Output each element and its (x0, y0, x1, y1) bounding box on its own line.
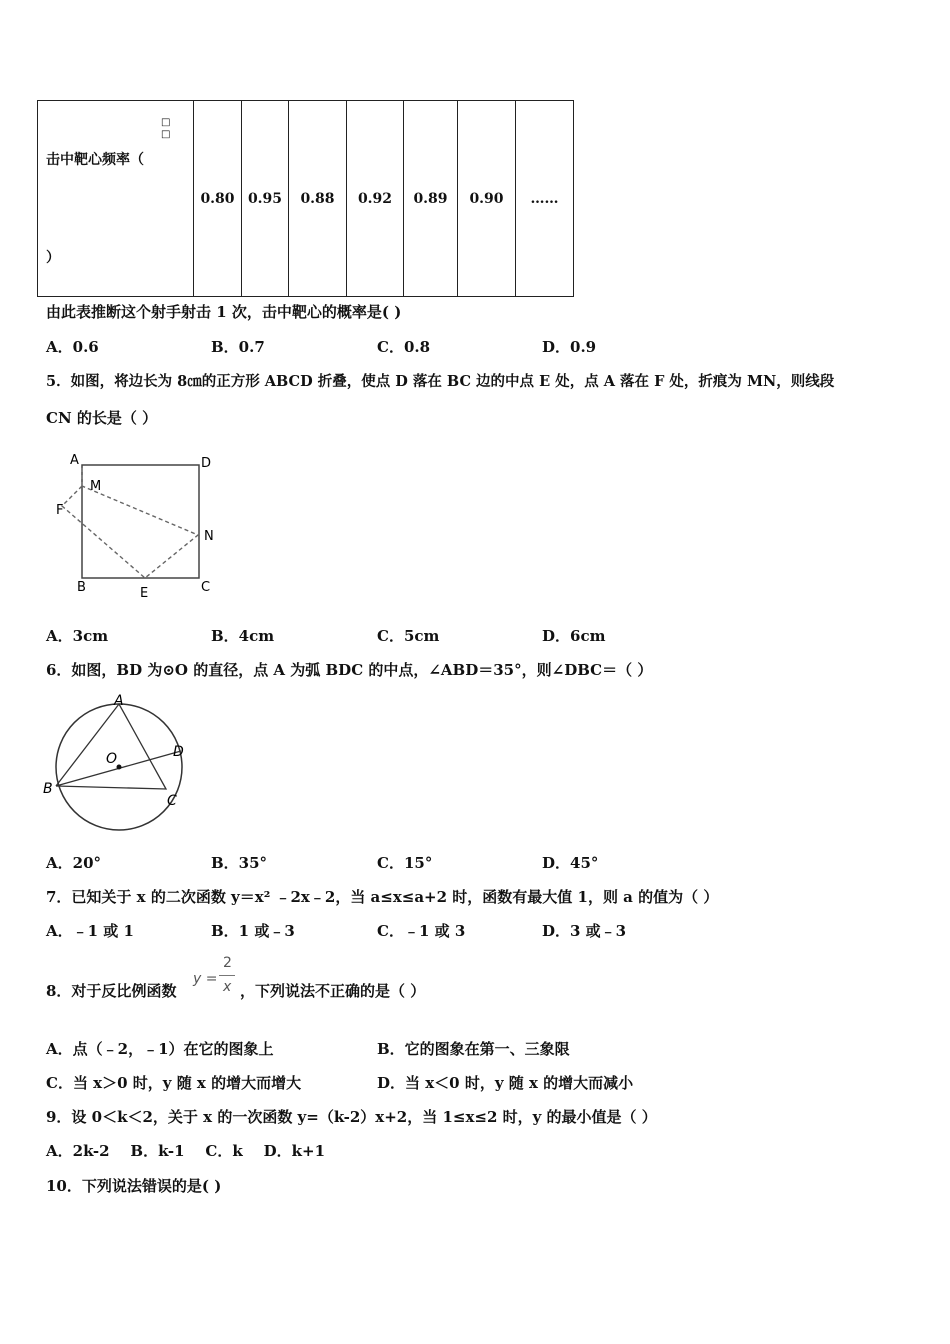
q4-option-c: C．0.8 (377, 338, 431, 356)
q6-stem: 6．如图，BD 为⊙O 的直径，点 A 为弧 BDC 的中点，∠ABD＝35°，则∠DBC＝（ ） (46, 661, 653, 679)
table-cell: …… (516, 101, 574, 297)
q4-stem: 由此表推断这个射手射击 1 次，击中靶心的概率是( ) (46, 303, 402, 321)
fraction-bar (219, 975, 235, 976)
q6-option-c: C．15° (377, 854, 433, 872)
label-a: A (70, 453, 79, 468)
formula-denominator: x (223, 979, 232, 995)
frequency-table (37, 100, 574, 297)
label-c: C (201, 580, 211, 595)
row-label-close: ） (46, 250, 60, 266)
table-cell: 0.88 (289, 101, 347, 297)
q7-option-c: C．﹣1 或 3 (377, 922, 466, 940)
q5-option-c: C．5cm (377, 627, 440, 645)
q8-option-d: D．当 x＜0 时，y 随 x 的增大而减小 (377, 1074, 634, 1092)
table-cell: 0.92 (347, 101, 404, 297)
center-point (117, 765, 122, 770)
q9-options: A．2k-2 B．k-1 C．k D．k+1 (46, 1142, 326, 1160)
table-row-label-cell (38, 101, 194, 297)
label-o: O (106, 751, 118, 767)
q6-option-a: A．20° (46, 854, 102, 872)
label-a: A (114, 693, 124, 709)
table-cell: 0.95 (242, 101, 289, 297)
q5-stem-line1: 5．如图，将边长为 8㎝的正方形 ABCD 折叠，使点 D 落在 BC 边的中点 E 处，点 A 落在 F 处，折痕为 MN，则线段 (46, 373, 835, 390)
q7-option-d: D．3 或﹣3 (542, 922, 627, 940)
q10-stem: 10．下列说法错误的是( ) (46, 1177, 222, 1195)
q5-option-b: B．4cm (211, 627, 275, 645)
q8-option-c: C．当 x＞0 时，y 随 x 的增大而增大 (46, 1074, 302, 1092)
q7-stem: 7．已知关于 x 的二次函数 y＝x² ﹣2x﹣2，当 a≤x≤a+2 时，函数有最大值 1，则 a 的值为（ ） (46, 888, 719, 906)
label-e: E (140, 586, 149, 601)
triangle-abc (56, 704, 166, 789)
table-cell: 0.89 (404, 101, 458, 297)
q7-option-b: B．1 或﹣3 (211, 922, 295, 940)
q6-option-b: B．35° (211, 854, 268, 872)
table-cell: 0.80 (194, 101, 242, 297)
fraction-bottom: □ (161, 129, 171, 140)
q9-stem: 9．设 0＜k＜2，关于 x 的一次函数 y=（k-2）x+2，当 1≤x≤2 时，y 的最小值是（ ） (46, 1108, 657, 1126)
label-n: N (204, 529, 214, 544)
formula-numerator: 2 (223, 955, 232, 971)
q5-stem-line2: CN 的长是（ ） (46, 409, 158, 427)
label-f: F (56, 503, 64, 518)
q4-option-a: A．0.6 (46, 338, 99, 356)
label-b: B (43, 781, 53, 797)
q4-option-b: B．0.7 (211, 338, 265, 356)
row-label: 击中靶心频率（ (46, 152, 144, 168)
q6-option-d: D．45° (542, 854, 599, 872)
q5-option-a: A．3cm (46, 627, 109, 645)
q5-option-d: D．6cm (542, 627, 606, 645)
q8-option-a: A．点（﹣2，﹣1）在它的图象上 (46, 1040, 274, 1058)
table-cell: 0.90 (458, 101, 516, 297)
label-d: D (201, 456, 212, 471)
fraction-top: □ (161, 117, 171, 128)
q5-figure-square-fold (50, 448, 250, 608)
label-d: D (173, 744, 184, 760)
q4-option-d: D．0.9 (542, 338, 597, 356)
label-c: C (167, 793, 177, 809)
label-m: M (90, 479, 102, 494)
label-b: B (77, 580, 86, 595)
q8-stem-suffix: ，下列说法不正确的是（ ） (240, 982, 426, 1000)
q7-option-a: A．﹣1 或 1 (46, 922, 134, 940)
q6-figure-circle (40, 692, 200, 837)
unit-fraction (161, 117, 170, 141)
formula-lhs: y = (193, 971, 218, 987)
q8-stem-prefix: 8．对于反比例函数 (46, 982, 177, 1000)
q8-option-b: B．它的图象在第一、三象限 (377, 1040, 570, 1058)
